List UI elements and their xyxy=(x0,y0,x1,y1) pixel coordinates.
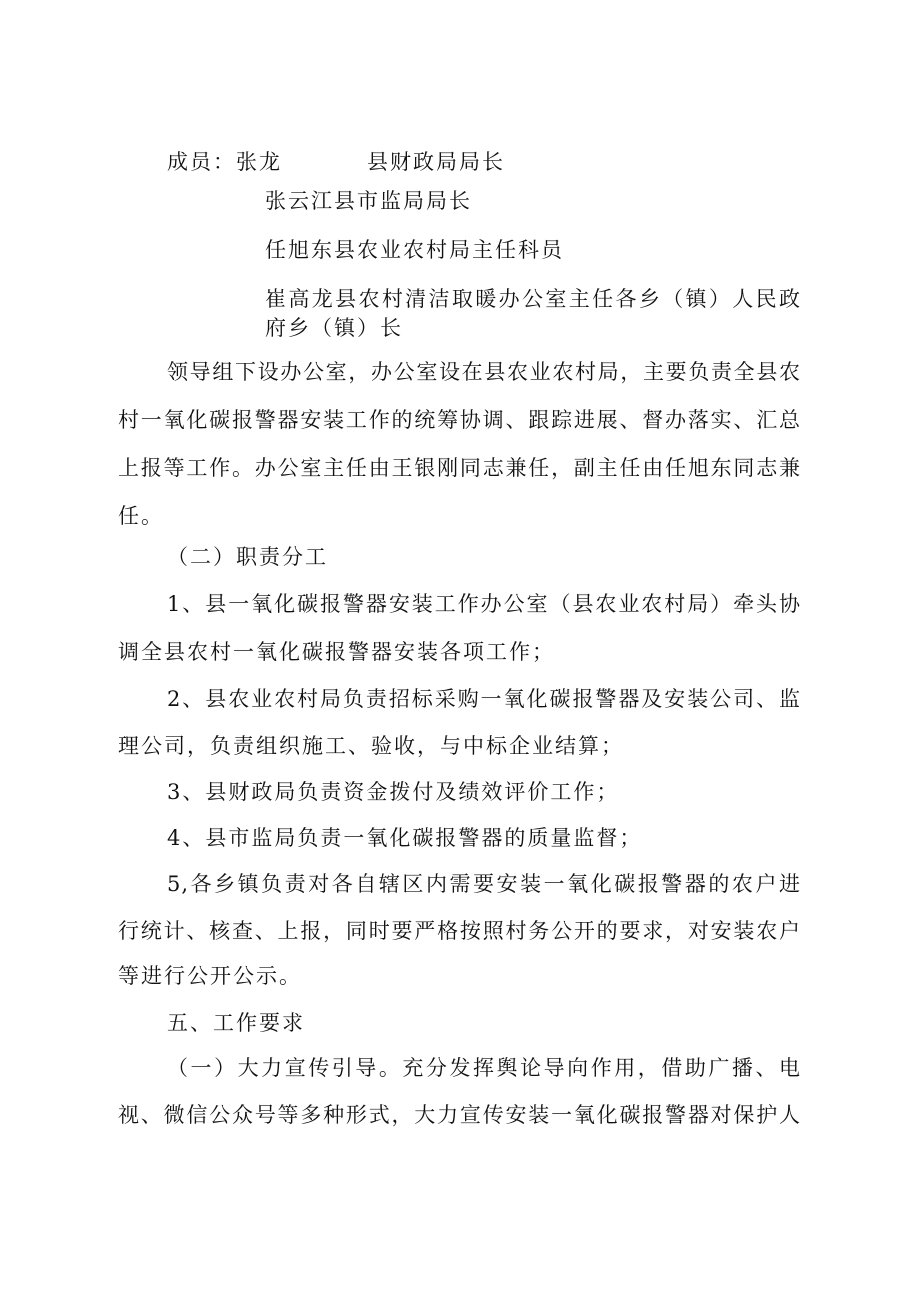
duties-heading: （二）职责分工 xyxy=(167,545,328,569)
duty-item-3: 3、县财政局负责资金拨付及绩效评价工作； xyxy=(167,780,620,804)
office-paragraph-line-2: 村一氧化碳报警器安装工作的统筹协调、跟踪进展、督办落实、汇总 xyxy=(118,408,801,432)
duty-item-4: 4、县市监局负责一氧化碳报警器的质量监督； xyxy=(167,826,643,850)
office-paragraph-line-3: 上报等工作。办公室主任由王银刚同志兼任，副主任由任旭东同志兼 xyxy=(118,456,801,480)
section-5-heading: 五、工作要求 xyxy=(167,1011,305,1035)
duty-item-5-line-2: 行统计、核查、上报，同时要严格按照村务公开的要求，对安装农户 xyxy=(118,919,801,943)
duty-item-5-line-1: 5,各乡镇负责对各自辖区内需要安装一氧化碳报警器的农户进 xyxy=(167,872,801,896)
members-label: 成员：张龙 xyxy=(167,150,282,174)
office-paragraph-line-4: 任。 xyxy=(118,504,164,528)
duty-item-1-line-1: 1、县一氧化碳报警器安装工作办公室（县农业农村局）牵头协 xyxy=(167,592,801,616)
duty-item-1-line-2: 调全县农村一氧化碳报警器安装各项工作； xyxy=(118,640,555,664)
members-line-3: 任旭东县农业农村局主任科员 xyxy=(265,238,564,262)
members-line-4a: 崔高龙县农村清洁取暖办公室主任各乡（镇）人民政 xyxy=(265,287,801,311)
section-5-paragraph-line-2: 视、微信公众号等多种形式，大力宣传安装一氧化碳报警器对保护人 xyxy=(118,1103,801,1127)
members-line-2: 张云江县市监局局长 xyxy=(265,189,472,213)
members-line-4b: 府乡（镇）长 xyxy=(265,316,403,340)
members-first-title: 县财政局局长 xyxy=(367,150,505,174)
duty-item-2-line-2: 理公司，负责组织施工、验收，与中标企业结算； xyxy=(118,734,624,758)
section-5-paragraph-line-1: （一）大力宣传引导。充分发挥舆论导向作用，借助广播、电 xyxy=(167,1056,801,1080)
duty-item-5-line-3: 等进行公开公示。 xyxy=(118,964,302,988)
office-paragraph-line-1: 领导组下设办公室，办公室设在县农业农村局，主要负责全县农 xyxy=(167,360,801,384)
duty-item-2-line-1: 2、县农业农村局负责招标采购一氧化碳报警器及安装公司、监 xyxy=(167,687,801,711)
